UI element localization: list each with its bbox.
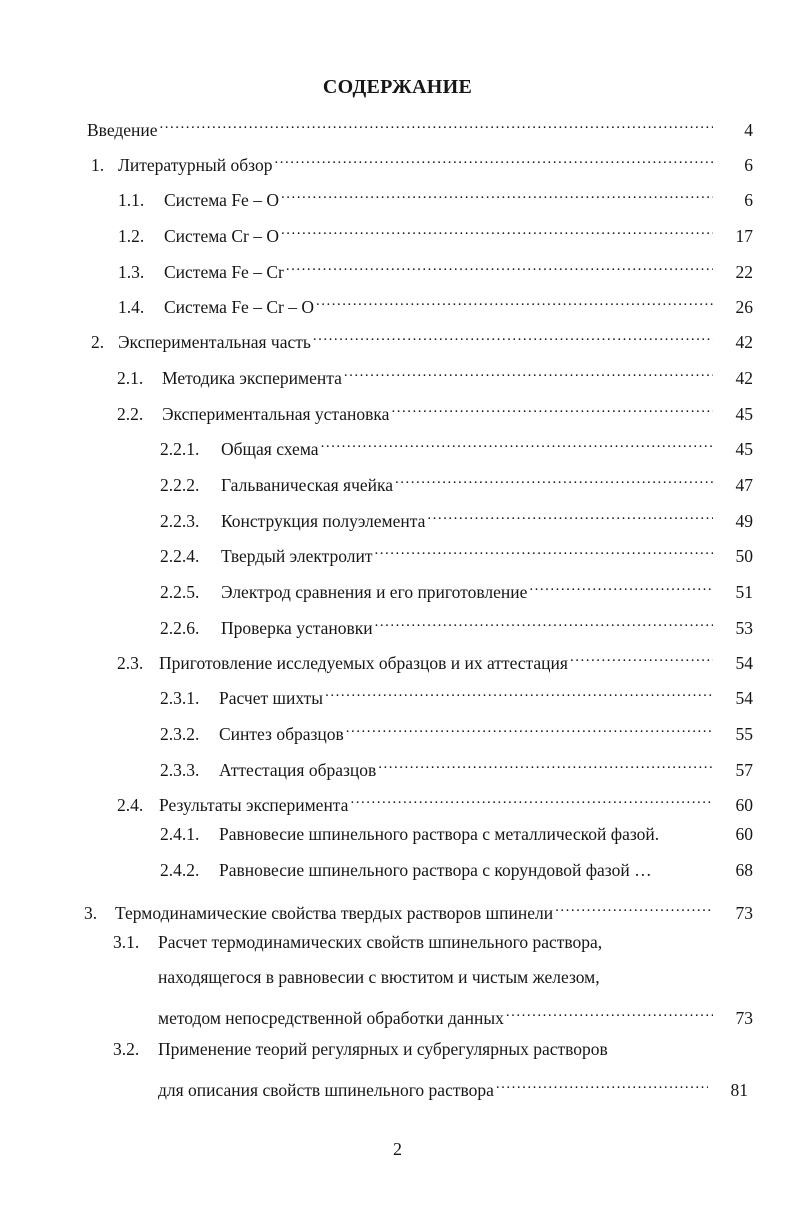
toc-entry-number: 3.2. <box>113 1039 140 1059</box>
dot-leader <box>272 147 713 171</box>
toc-entry <box>160 822 753 846</box>
page-title: СОДЕРЖАНИЕ <box>322 76 473 98</box>
toc-entry-text: Экспериментальная часть <box>118 332 311 352</box>
toc-entry <box>160 431 753 459</box>
toc-entry-text: находящегося в равновесии с вюститом и чистым железом, <box>158 967 600 987</box>
toc-entry-text: Приготовление исследуемых образцов и их аттестация <box>159 653 568 673</box>
dot-leader <box>279 218 713 242</box>
toc-entry <box>160 538 753 566</box>
toc-entry-page: 57 <box>735 760 753 780</box>
toc-entry-page: 22 <box>735 262 753 282</box>
toc-entry <box>160 574 753 602</box>
toc-entry-page: 50 <box>735 546 753 566</box>
dot-leader <box>376 752 713 776</box>
toc-entry-text: Аттестация образцов <box>219 760 377 780</box>
dot-leader <box>568 645 713 669</box>
dot-leader <box>373 610 713 634</box>
toc-entry <box>113 930 753 954</box>
toc-entry <box>113 1037 753 1061</box>
dot-leader <box>553 895 713 919</box>
toc-entry-page: 47 <box>735 475 753 495</box>
toc-entry-number: 2.3.2. <box>160 724 200 744</box>
toc-entry <box>118 289 753 317</box>
toc-entry-text: Гальваническая ячейка <box>221 475 394 495</box>
toc-entry-text: методом непосредственной обработки данных <box>158 1008 504 1028</box>
dot-leader <box>279 182 713 206</box>
toc-entry-page: 49 <box>735 511 753 531</box>
toc-entry-text: Методика эксперимента <box>162 368 342 388</box>
toc-entry-text: Равновесие шпинельного раствора с корундовой фазой … <box>219 860 652 880</box>
toc-entry-text: Общая схема <box>221 439 319 459</box>
dot-leader <box>348 787 713 811</box>
dot-leader <box>527 574 713 598</box>
toc-entry <box>160 503 753 531</box>
toc-entry-page: 81 <box>730 1080 748 1100</box>
toc-entry-continuation <box>158 1072 748 1100</box>
toc-entry-text: Термодинамические свойства твердых растворов шпинели <box>115 903 554 923</box>
dot-leader <box>344 716 713 740</box>
dot-leader <box>504 1000 713 1024</box>
toc-entry-text: Применение теорий регулярных и субрегулярных растворов <box>158 1039 608 1059</box>
toc-entry-number: 2.3.1. <box>160 688 200 708</box>
toc-entry-text: Проверка установки <box>221 618 373 638</box>
toc-entry-number: 2.2.4. <box>160 546 200 566</box>
toc-entry-number: 2.2. <box>117 404 144 424</box>
toc-entry-number: 2.2.3. <box>160 511 200 531</box>
toc-entry-page: 45 <box>735 404 753 424</box>
toc-entry <box>84 895 753 923</box>
toc-entry-number: 2.4.1. <box>160 824 200 844</box>
toc-entry-text: Расчет шихты <box>219 688 324 708</box>
toc-entry-text: Твердый электролит <box>221 546 373 566</box>
toc-entry-text: Литературный обзор <box>118 155 273 175</box>
toc-entry-page: 53 <box>735 618 753 638</box>
toc-entry <box>160 467 753 495</box>
toc-entry-text: Введение <box>87 120 158 140</box>
toc-entry <box>118 182 753 210</box>
dot-leader <box>425 503 713 527</box>
toc-entry <box>117 360 753 388</box>
toc-entry-page: 55 <box>735 724 753 744</box>
toc-entry-text: Расчет термодинамических свойств шпинельного раствора, <box>158 932 603 952</box>
toc-entry-number: 2. <box>91 332 105 352</box>
toc-entry-page: 4 <box>744 120 753 140</box>
toc-entry-page: 54 <box>735 688 753 708</box>
toc-entry <box>91 324 753 352</box>
toc-entry-number: 1.4. <box>118 297 145 317</box>
dot-leader <box>311 324 713 348</box>
toc-entry <box>87 112 753 140</box>
dot-leader <box>373 538 713 562</box>
toc-entry-page: 17 <box>735 226 753 246</box>
dot-leader <box>319 431 713 455</box>
dot-leader <box>314 289 713 313</box>
toc-entry-page: 68 <box>735 860 753 880</box>
toc-entry-number: 2.3.3. <box>160 760 200 780</box>
toc-entry-page: 73 <box>735 903 753 923</box>
toc-entry-text: Система Fe – Cr – O <box>164 297 314 317</box>
dot-leader <box>494 1072 708 1096</box>
page-number: 2 <box>393 1139 402 1159</box>
toc-entry-page: 60 <box>735 824 753 844</box>
toc-entry-text: Экспериментальная установка <box>162 404 390 424</box>
toc-entry-number: 2.4. <box>117 795 144 815</box>
toc-entry-text: для описания свойств шпинельного раствора <box>158 1080 494 1100</box>
toc-entry-continuation <box>158 965 753 989</box>
toc-entry-number: 2.3. <box>117 653 144 673</box>
toc-entry <box>91 147 753 175</box>
toc-entry <box>117 645 753 673</box>
toc-entry-page: 54 <box>735 653 753 673</box>
dot-leader <box>393 467 713 491</box>
dot-leader <box>158 112 713 136</box>
dot-leader <box>389 396 713 420</box>
toc-entry-text: Конструкция полуэлемента <box>221 511 426 531</box>
toc-entry-page: 6 <box>744 190 753 210</box>
toc-entry-number: 1.1. <box>118 190 145 210</box>
toc-entry-text: Электрод сравнения и его приготовление <box>221 582 528 602</box>
toc-entry-text: Синтез образцов <box>219 724 344 744</box>
toc-entry <box>118 254 753 282</box>
dot-leader <box>342 360 713 384</box>
toc-entry-page: 6 <box>744 155 753 175</box>
toc-entry-page: 45 <box>735 439 753 459</box>
toc-entry-page: 26 <box>735 297 753 317</box>
toc-entry-number: 1.2. <box>118 226 145 246</box>
toc-entry-text: Система Fe – Cr <box>164 262 284 282</box>
toc-entry-number: 3.1. <box>113 932 140 952</box>
toc-entry-page: 42 <box>735 368 753 388</box>
toc-entry-text: Система Fe – O <box>164 190 279 210</box>
toc-entry-number: 2.1. <box>117 368 144 388</box>
toc-entry-page: 42 <box>735 332 753 352</box>
toc-entry <box>160 858 753 882</box>
toc-entry-text: Результаты эксперимента <box>159 795 349 815</box>
toc-entry-number: 2.2.1. <box>160 439 200 459</box>
toc-entry-page: 73 <box>735 1008 753 1028</box>
toc-entry-number: 2.2.6. <box>160 618 200 638</box>
toc-entry <box>160 610 753 638</box>
toc-entry-number: 2.2.2. <box>160 475 200 495</box>
toc-entry-number: 2.4.2. <box>160 860 200 880</box>
toc-entry-continuation <box>158 1000 753 1028</box>
toc-entry-number: 3. <box>84 903 98 923</box>
toc-entry-number: 2.2.5. <box>160 582 200 602</box>
toc-entry <box>117 396 753 424</box>
toc-entry-number: 1. <box>91 155 105 175</box>
toc-entry-text: Система Cr – O <box>164 226 279 246</box>
toc-entry <box>160 752 753 780</box>
toc-entry-number: 1.3. <box>118 262 145 282</box>
toc-entry <box>160 716 753 744</box>
dot-leader <box>284 254 713 278</box>
toc-entry-page: 60 <box>735 795 753 815</box>
toc-entry <box>160 680 753 708</box>
toc-entry <box>117 787 753 815</box>
dot-leader <box>323 680 713 704</box>
toc-entry <box>118 218 753 246</box>
toc-entry-page: 51 <box>735 582 753 602</box>
toc-entry-text: Равновесие шпинельного раствора с металлической фазой. <box>219 824 660 844</box>
